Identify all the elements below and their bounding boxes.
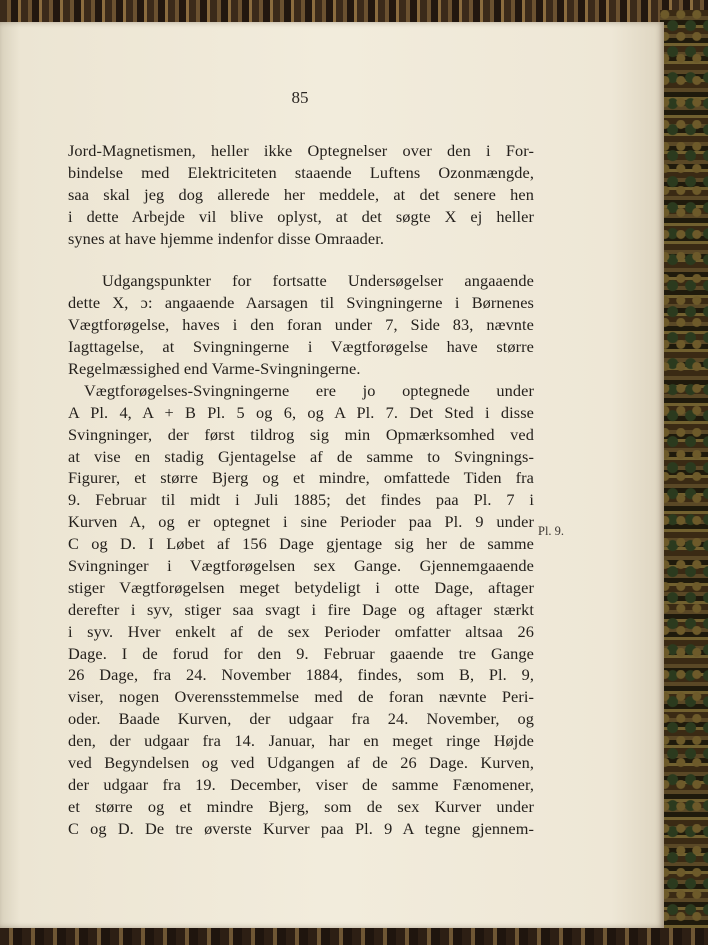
margin-note-plate-reference: Pl. 9. xyxy=(538,524,565,538)
text-line: at vise en stadig Gjentagelse af de samme to Svingnings- xyxy=(68,446,534,466)
text-line: oder. Baade Kurven, der udgaar fra 24. November, og xyxy=(68,709,534,729)
text-line: Figurer, et større Bjerg og et mindre, omfattede Tiden fra xyxy=(68,468,534,488)
text-line: A Pl. 4, A + B Pl. 5 og 6, og A Pl. 7. Det Sted i disse xyxy=(68,402,534,422)
text-line: bindelse med Elektriciteten staaende Luftens Ozonmængde, xyxy=(68,162,534,182)
text-line: viser, nogen Overensstemmelse med de foran nævnte Peri- xyxy=(68,687,534,707)
marbled-cover-edge xyxy=(660,10,708,940)
book-page xyxy=(0,22,664,928)
text-line: i syv. Hver enkelt af de sex Perioder omfatter altsaa 26 xyxy=(68,621,534,641)
text-line: dette X, ɔ: angaaende Aarsagen til Svingningerne i Børnenes xyxy=(68,293,534,313)
text-line: Svingninger i Vægtforøgelsen sex Gange. Gjennemgaaende xyxy=(68,556,534,576)
text-line: stiger Vægtforøgelsen meget betydeligt i otte Dage, aftager xyxy=(68,577,534,597)
text-line: saa skal jeg dog allerede her meddele, at det senere hen xyxy=(68,184,534,204)
text-line: Vægtforøgelse, haves i den foran under 7, Side 83, nævnte xyxy=(68,315,534,335)
book-top-edge xyxy=(0,0,708,22)
text-line: der udgaar fra 19. December, viser de samme Fænomener, xyxy=(68,774,534,794)
text-line: Iagttagelse, at Svingningerne i Vægtforøgelse have større xyxy=(68,337,534,357)
text-line: 26 Dage, fra 24. November 1884, findes, som B, Pl. 9, xyxy=(68,665,534,685)
text-line: C og D. I Løbet af 156 Dage gjentage sig her de samme xyxy=(68,534,534,554)
text-line: ved Begyndelsen og ved Udgangen af de 26 Dage. Kurven, xyxy=(68,753,534,773)
text-line: Regelmæssighed end Varme-Svingningerne. xyxy=(68,359,361,379)
book-bottom-edge xyxy=(0,928,708,945)
text-line: Kurven A, og er optegnet i sine Perioder paa Pl. 9 under xyxy=(68,512,534,532)
page-number: 85 xyxy=(291,88,309,107)
text-line: et større og et mindre Bjerg, som de sex Kurver under xyxy=(68,796,534,816)
text-line: Dage. I de forud for den 9. Februar gaaende tre Gange xyxy=(68,643,534,663)
text-line: Vægtforøgelses-Svingningerne ere jo optegnede under xyxy=(84,380,534,400)
text-line: Jord-Magnetismen, heller ikke Optegnelser over den i For- xyxy=(68,141,534,160)
text-line: 9. Februar til midt i Juli 1885; det findes paa Pl. 7 i xyxy=(68,490,534,510)
text-line: Udgangspunkter for fortsatte Undersøgelser angaaende xyxy=(102,271,534,291)
text-line: derefter i syv, stiger saa svagt i fire Dage og aftager stærkt xyxy=(68,599,534,619)
text-line: C og D. De tre øverste Kurver paa Pl. 9 A tegne gjennem- xyxy=(68,818,534,838)
text-line: synes at have hjemme indenfor disse Omraader. xyxy=(68,228,385,248)
text-line: Svingninger, der først tildrog sig min Opmærksomhed ved xyxy=(68,424,534,444)
body-text xyxy=(68,140,534,840)
text-line: den, der udgaar fra 14. Januar, har en meget ringe Højde xyxy=(68,731,534,751)
text-line: i dette Arbejde vil blive oplyst, at det søgte X ej heller xyxy=(68,206,534,226)
